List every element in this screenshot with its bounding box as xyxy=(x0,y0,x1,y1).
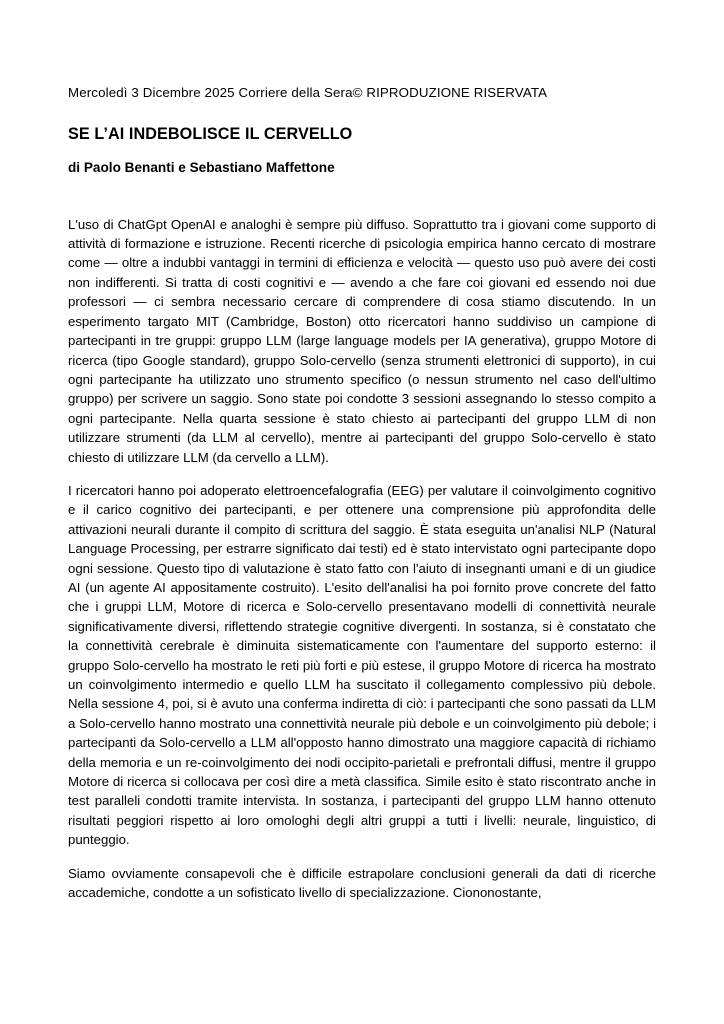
article-body xyxy=(68,215,656,903)
masthead-line: Mercoledì 3 Dicembre 2025 Corriere della Sera© RIPRODUZIONE RISERVATA xyxy=(68,85,548,100)
byline: di Paolo Benanti e Sebastiano Maffettone xyxy=(68,160,335,175)
page-title: SE L’AI INDEBOLISCE IL CERVELLO xyxy=(68,124,353,143)
article-paragraph: Siamo ovviamente consapevoli che è difficile estrapolare conclusioni generali da dati di ricerche accademiche, condotte a un sofisticato livello di specializzazione. Ciononostante, xyxy=(68,865,656,901)
article-paragraph: I ricercatori hanno poi adoperato elettroencefalografia (EEG) per valutare il coinvolgimento cognitivo e il carico cognitivo dei partecipanti, e per ottenere una comprensione più approfondita delle attivazioni neurali durante il compito di scrittura del saggio. È stata eseguita un'analisi NLP (Natural Language Processing, per estrarre significato dai testi) ed è stato intervistato ogni partecipante dopo ogni sessione. Questo tipo di valutazione è stato fatto con l'aiuto di insegnanti umani e di un giudice AI (un agente AI appositamente costruito). L'esito dell'analisi ha poi fornito prove concrete del fatto che i gruppi LLM, Motore di ricerca e Solo-cervello presentavano modelli di connettività neurale significativamente diversi, riflettendo strategie cognitive divergenti. In sostanza, si è constatato che la connettività cerebrale è diminuita sistematicamente con l'aumentare del supporto esterno: il gruppo Solo-cervello ha mostrato le reti più forti e più estese, il gruppo Motore di ricerca ha mostrato un coinvolgimento intermedio e quello LLM ha suscitato il collegamento complessivo più debole. Nella sessione 4, poi, si è avuto una conferma indiretta di ciò: i partecipanti che sono passati da LLM a Solo-cervello hanno mostrato una connettività neurale più debole e un coinvolgimento più debole; i partecipanti da Solo-cervello a LLM all'opposto hanno dimostrato una maggiore capacità di richiamo della memoria e un re-coinvolgimento dei nodi occipito-parietali e prefrontali diffusi, mentre il gruppo Motore di ricerca si collocava per così dire a metà classifica. Simile esito è stato riscontrato anche in test paralleli condotti tramite intervista. In sostanza, i partecipanti del gruppo LLM hanno ottenuto risultati peggiori rispetto ai loro omologhi degli altri gruppi a tutti i livelli: neurale, linguistico, di punteggio. xyxy=(68,482,656,848)
article-paragraph: L'uso di ChatGpt OpenAI e analoghi è sempre più diffuso. Soprattutto tra i giovani come supporto di attività di formazione e istruzione. Recenti ricerche di psicologia empirica hanno cercato di mostrare come — oltre a indubbi vantaggi in termini di efficienza e velocità — questo uso può avere dei costi non indifferenti. Si tratta di costi cognitivi e — avendo a che fare coi giovani ed essendo noi due professori — ci sembra necessario cercare di comprendere di cosa stiamo discutendo. In un esperimento targato MIT (Cambridge, Boston) otto ricercatori hanno suddiviso un campione di partecipanti in tre gruppi: gruppo LLM (large language models per IA generativa), gruppo Motore di ricerca (tipo Google standard), gruppo Solo-cervello (senza strumenti elettronici di supporto), in cui ogni partecipante ha utilizzato uno strumento specifico (o nessun strumento nel caso dell'ultimo gruppo) per scrivere un saggio. Sono state poi condotte 3 sessioni assegnando lo stesso compito a ogni partecipante. Nella quarta sessione è stato chiesto ai partecipanti del gruppo LLM di non utilizzare strumenti (da LLM al cervello), mentre ai partecipanti del gruppo Solo-cervello è stato chiesto di utilizzare LLM (da cervello a LLM). xyxy=(68,216,656,465)
